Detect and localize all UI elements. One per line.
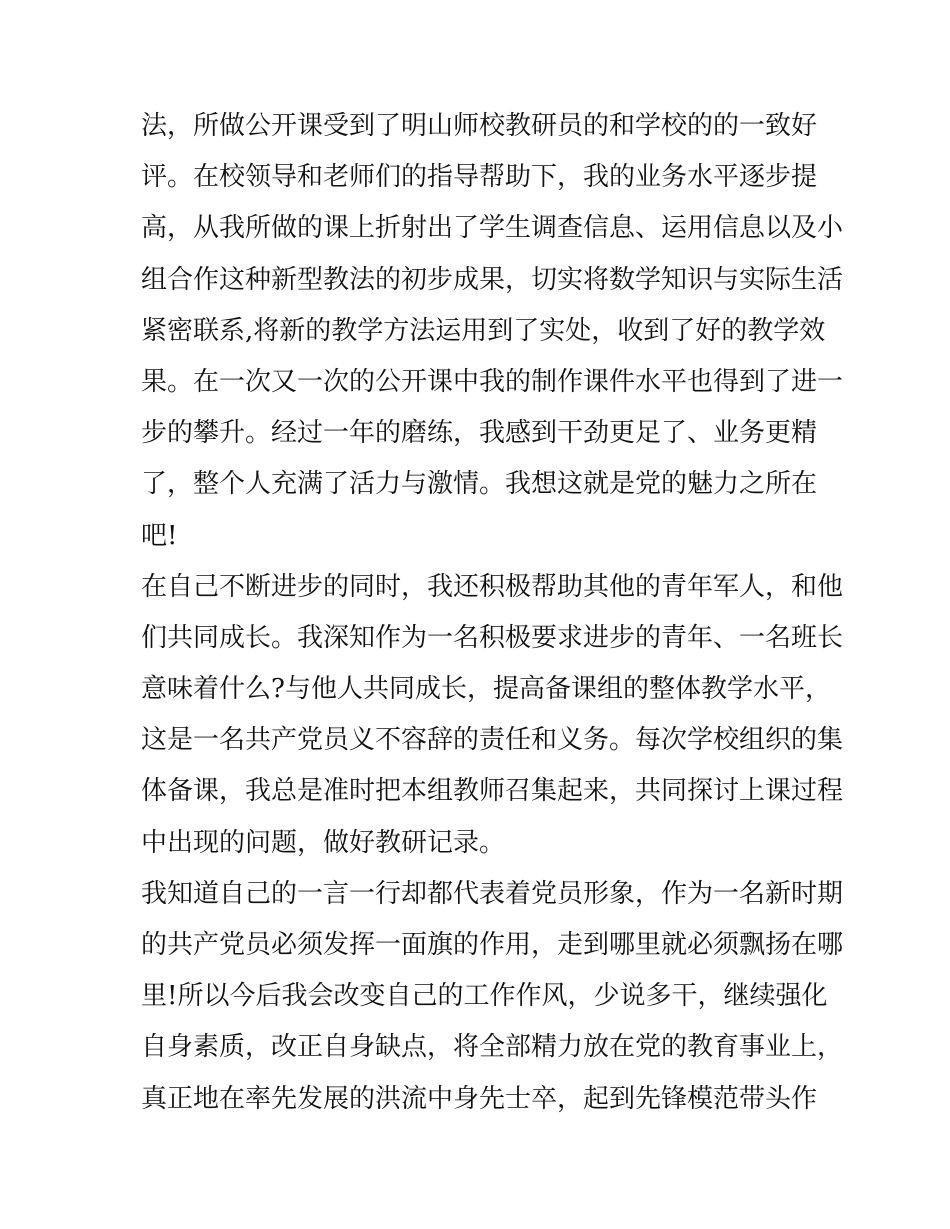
text-line: 果。在一次又一次的公开课中我的制作课件水平也得到了进一 bbox=[141, 366, 844, 397]
text-line: 自身素质，改正自身缺点，将全部精力放在党的教育事业上， bbox=[141, 1032, 844, 1063]
text-line: 中出现的问题，做好教研记录。 bbox=[141, 827, 506, 858]
text-line: 们共同成长。我深知作为一名积极要求进步的青年、一名班长 bbox=[141, 622, 844, 653]
body-text bbox=[141, 101, 844, 1125]
text-line: 里!所以今后我会改变自己的工作作风，少说多干，继续强化 bbox=[141, 981, 828, 1012]
text-line: 评。在校领导和老师们的指导帮助下，我的业务水平逐步提 bbox=[141, 162, 818, 193]
text-line: 体备课，我总是准时把本组教师召集起来，共同探讨上课过程 bbox=[141, 776, 844, 807]
text-line: 吧! bbox=[141, 520, 178, 551]
text-line: 我知道自己的一言一行却都代表着党员形象，作为一名新时期 bbox=[141, 878, 844, 909]
text-line: 真正地在率先发展的洪流中身先士卒，起到先锋模范带头作 bbox=[141, 1083, 818, 1114]
text-line: 高，从我所做的课上折射出了学生调查信息、运用信息以及小 bbox=[141, 213, 844, 244]
text-line: 组合作这种新型教法的初步成果，切实将数学知识与实际生活 bbox=[141, 264, 844, 295]
text-line: 这是一名共产党员义不容辞的责任和义务。每次学校组织的集 bbox=[141, 725, 844, 756]
text-line: 了，整个人充满了活力与激情。我想这就是党的魅力之所在 bbox=[141, 469, 818, 500]
text-line: 在自己不断进步的同时，我还积极帮助其他的青年军人，和他 bbox=[141, 571, 844, 602]
text-line: 意味着什么?与他人共同成长，提高备课组的整体教学水平， bbox=[141, 674, 831, 705]
text-line: 步的攀升。经过一年的磨练，我感到干劲更足了、业务更精 bbox=[141, 418, 818, 449]
text-line: 的共产党员必须发挥一面旗的作用，走到哪里就必须飘扬在哪 bbox=[141, 930, 844, 960]
text-line: 紧密联系,将新的教学方法运用到了实处，收到了好的教学效 bbox=[141, 315, 826, 346]
text-line: 法，所做公开课受到了明山师校教研员的和学校的的一致好 bbox=[141, 111, 818, 141]
